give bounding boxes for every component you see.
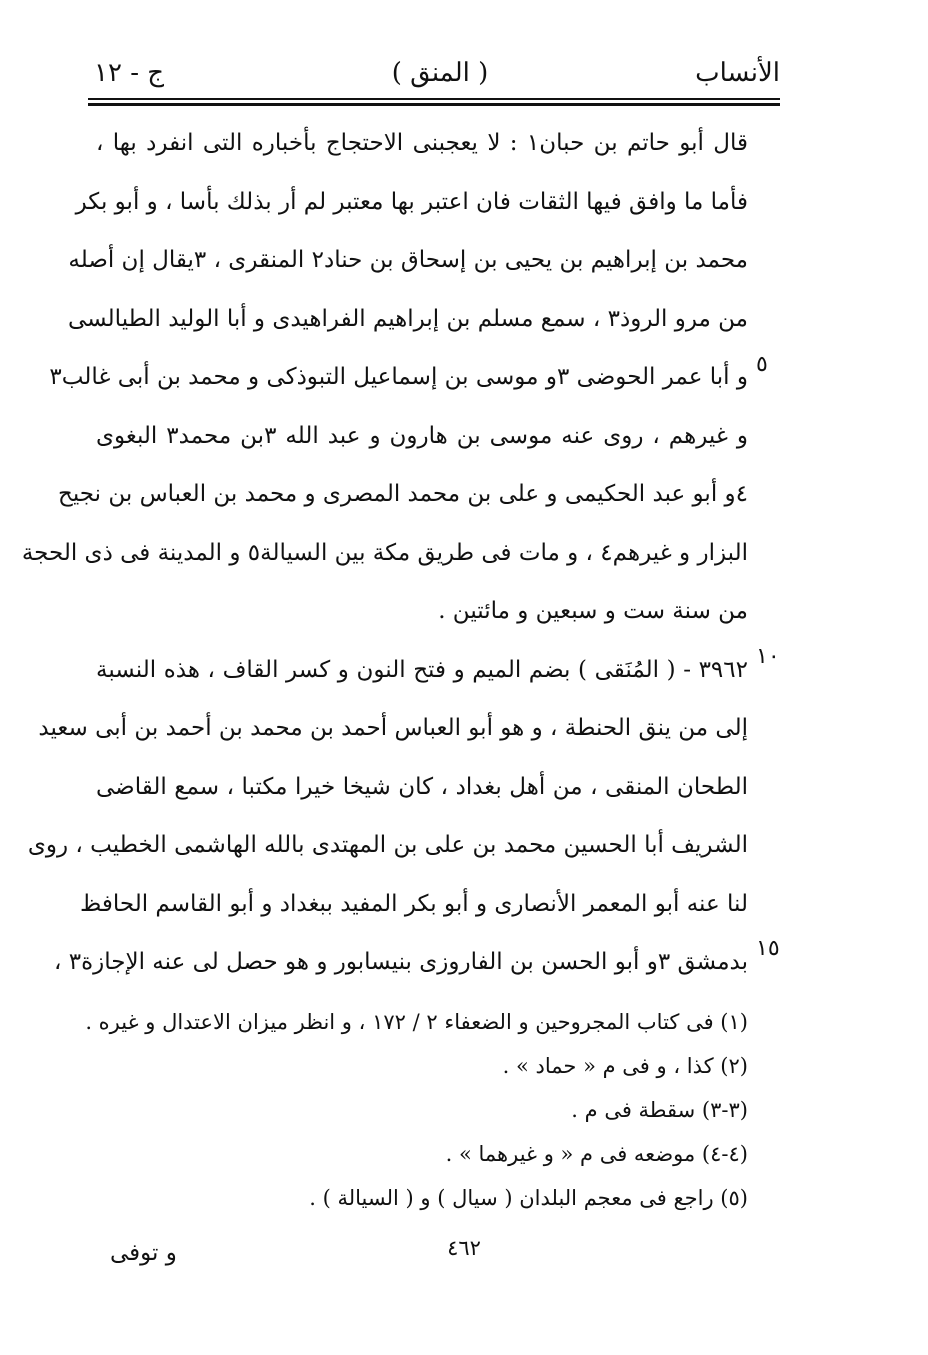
- text-line: لنا عنه أبو المعمر الأنصارى و أبو بكر المفيد ببغداد و أبو القاسم الحافظ: [80, 890, 748, 917]
- footnote: (٢) كذا ، و فى م « حماد » .: [502, 1054, 748, 1078]
- line-number: ٥: [756, 352, 768, 377]
- header-rule-thick: [88, 103, 780, 106]
- catchword: و توفى: [110, 1240, 177, 1266]
- footnote: (٥) راجع فى معجم البلدان ( سيال ) و ( السيالة ) .: [309, 1186, 748, 1210]
- footnotes: [85, 1000, 748, 1220]
- text-line: ٣٩٦٢ - ( المُنَقى ) بضم الميم و فتح النون و كسر القاف ، هذه النسبة: [96, 656, 748, 683]
- line-number: ١٥: [756, 936, 780, 961]
- text-line: فأما ما وافق فيها الثقات فان اعتبر بها معتبر لم أر بذلك بأسا ، و أبو بكر: [75, 188, 748, 215]
- text-line: من مرو الروذ٣ ، سمع مسلم بن إبراهيم الفراهيدى و أبا الوليد الطيالسى: [67, 305, 748, 332]
- text-line: الطحان المنقى ، من أهل بغداد ، كان شيخا خيرا مكتبا ، سمع القاضى: [96, 773, 748, 800]
- footnote: (٤-٤) موضعه فى م « و غيرهما » .: [445, 1142, 748, 1166]
- text-line: الشريف أبا الحسين محمد بن على بن المهتدى بالله الهاشمى الخطيب ، روى: [27, 832, 748, 858]
- footnote: (١) فى كتاب المجروحين و الضعفاء ٢ / ١٧٢ ، و انظر ميزان الاعتدال و غيره .: [85, 1010, 748, 1034]
- footnote: (٣-٣) سقطة فى م .: [571, 1098, 748, 1122]
- entry-title: ( المنق ): [391, 58, 489, 88]
- page-number: ٤٦٢: [447, 1236, 481, 1260]
- text-line: قال أبو حاتم بن حبان١ : لا يعجبنى الاحتجاج بأخباره التى انفرد بها ،: [96, 130, 748, 156]
- text-line: و غيرهم ، روى عنه موسى بن هارون و عبد الله ٣بن محمد٣ البغوى: [96, 422, 748, 449]
- page-header: [90, 52, 790, 92]
- book-title: الأنساب: [695, 58, 780, 88]
- text-line: من سنة ست و سبعين و مائتين .: [438, 598, 748, 624]
- text-line: و أبا عمر الحوضى ٣و موسى بن إسماعيل التبوذكى و محمد بن أبى غالب٣: [49, 364, 748, 390]
- text-line: بدمشق ٣و أبو الحسن بن الفاروزى بنيسابور و هو حصل لى عنه الإجازة٣ ،: [54, 949, 748, 975]
- text-line: ٤و أبو عبد الحكيمى و على بن محمد المصرى و محمد بن العباس بن نجيح: [58, 481, 748, 507]
- volume-number: ج - ١٢: [94, 58, 165, 88]
- text-line: البزار و غيرهم٤ ، و مات فى طريق مكة بين السيالة٥ و المدينة فى ذى الحجة: [21, 539, 748, 566]
- line-number: ١٠: [756, 644, 780, 669]
- text-line: إلى من ينق الحنطة ، و هو أبو العباس أحمد بن محمد بن أحمد بن أبى سعيد: [38, 715, 748, 741]
- header-rule-thin: [88, 98, 780, 100]
- main-text: [21, 114, 748, 992]
- text-line: محمد بن إبراهيم بن يحيى بن إسحاق بن حناد٢ المنقرى ، ٣يقال إن أصله: [68, 247, 748, 273]
